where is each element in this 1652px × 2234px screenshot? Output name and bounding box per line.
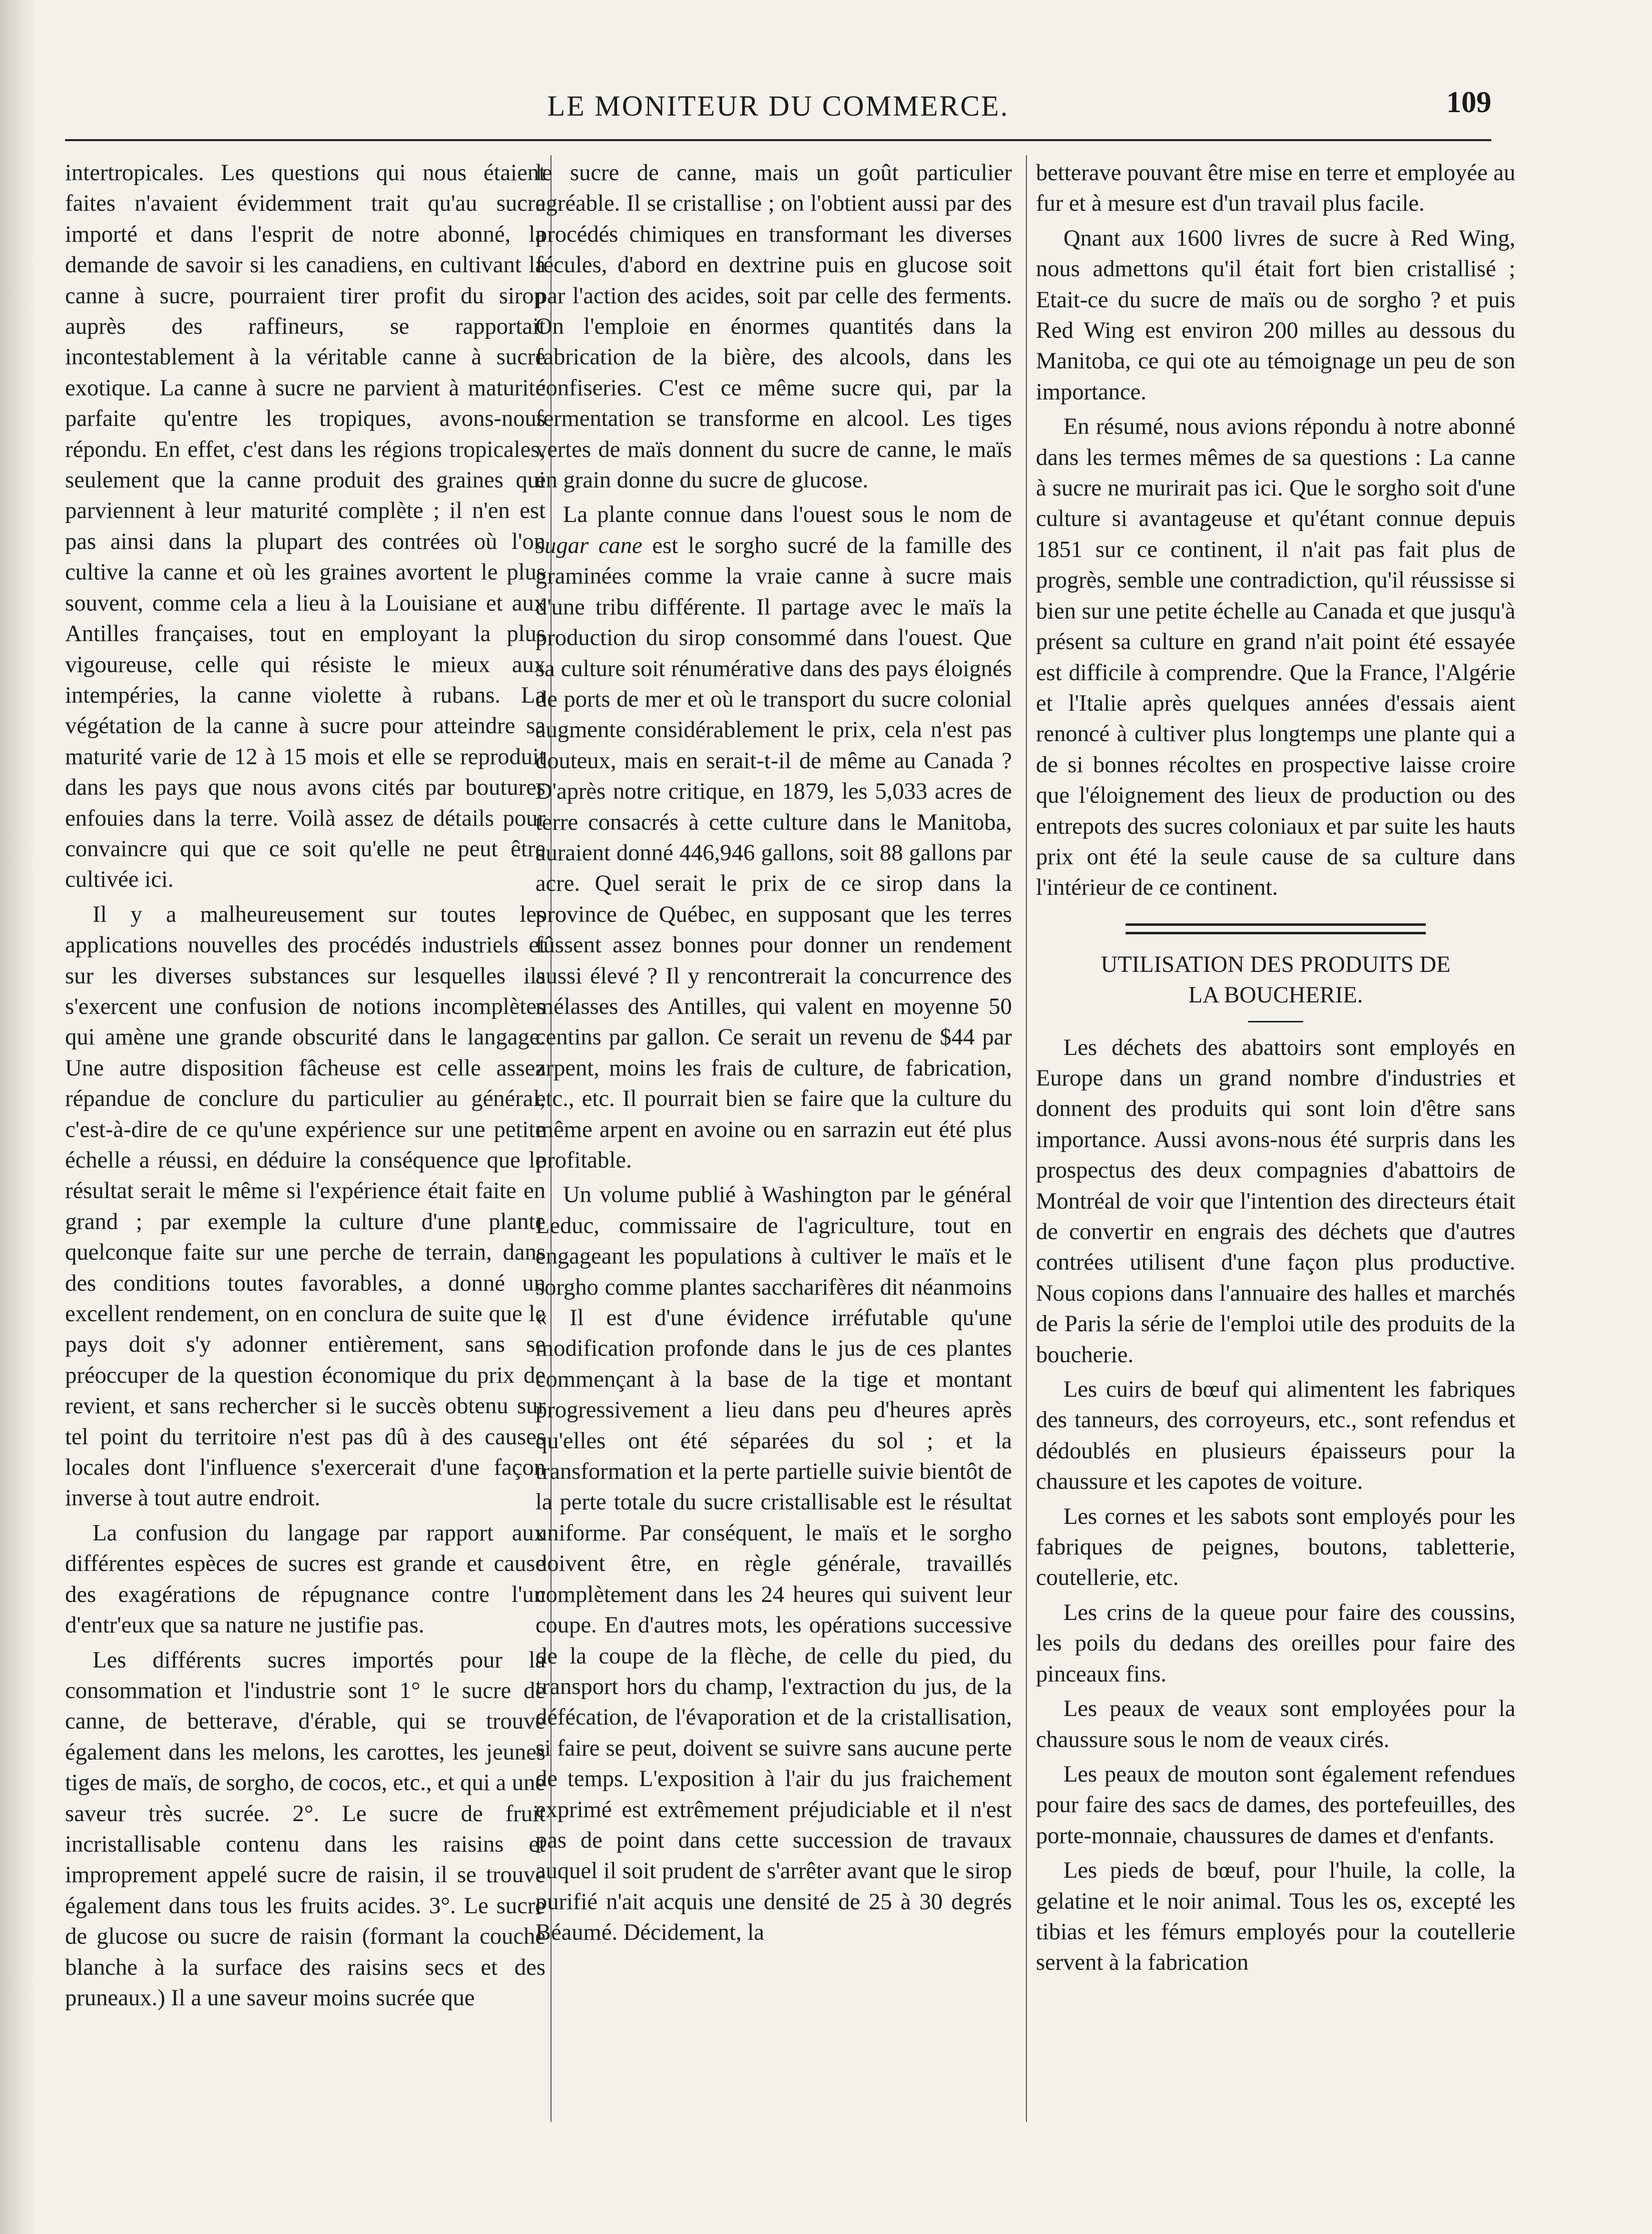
paragraph: Les différents sucres importés pour la consommation et l'industrie sont 1° le sucre de canne, de betterave, d'érable, qui se trouve également dans les melons, les carottes, les jeunes tiges de maïs, de sorgho, de cocos, etc., et qui a une saveur très sucrée. 2°. Le sucre de fruit incristallisable contenu dans les raisins et improprement appelé sucre de raisin, il se trouve également dans tous les fruits acides. 3°. Le sucre de glucose ou sucre de raisin (formant la couche blanche à la surface des raisins secs et des pruneaux.) Il a une saveur moins sucrée que xyxy=(65,1647,545,2011)
paragraph: Un volume publié à Washington par le général Leduc, commissaire de l'agriculture, tout en engageant les populations à cultiver le maïs et le sorgho comme plantes saccharifères dit néanmoins « Il est d'une évidence irréfutable qu'une modification profonde dans le jus de ces plantes commençant à la base de la tige et montant progressivement a lieu dans peu d'heures après qu'elles ont été séparées du sol ; et la transformation et la perte partielle suivie bientôt de la perte totale du sucre cristallisable est le résultat uniforme. Par conséquent, le maïs et le sorgho doivent être, en règle générale, travaillés complètement dans les 24 heures qui suivent leur coupe. En d'autres mots, les opérations successive de la coupe de la flèche, de celle du pied, du transport hors du champ, l'extraction du jus, de la défécation, de l'évaporation et de la cristallisation, si faire se peut, doivent se suivre sans aucune perte de temps. L'exposition à l'air du jus fraichement exprimé est extrêmement préjudiciable et il n'est pas de point dans cette succession de travaux auquel il soit prudent de s'arrêter avant que le sirop purifié n'ait acquis une densité de 25 à 30 degrés Béaumé. Décidement, la xyxy=(535,1182,1012,1946)
paragraph: betterave pouvant être mise en terre et employée au fur et à mesure est d'un travail plus facile. xyxy=(1036,160,1515,217)
paragraph: Qnant aux 1600 livres de sucre à Red Wing, nous admettons qu'il était fort bien cristallisé ; Etait-ce du sucre de maïs ou de sorgho ? et puis Red Wing est environ 200 milles au dessous du Manitoba, ce qui ote au témoignage un peu de son importance. xyxy=(1036,225,1515,405)
paragraph: Les pieds de bœuf, pour l'huile, la colle, la gelatine et le noir animal. Tous les os, excepté les tibias et les fémurs employés pour la coutellerie servent à la fabrication xyxy=(1036,1858,1515,1976)
section-title-line: LA BOUCHERIE. xyxy=(1188,982,1363,1008)
paragraph: La confusion du langage par rapport aux différentes espèces de sucres est grande et cause des exagérations de répugnance contre l'un d'entr'eux que sa nature ne justifie pas. xyxy=(65,1520,545,1638)
paragraph: Les crins de la queue pour faire des coussins, les poils du dedans des oreilles pour faire des pinceaux fins. xyxy=(1036,1599,1515,1687)
section-separator xyxy=(1126,923,1426,934)
page-number: 109 xyxy=(1446,86,1491,119)
column-1 xyxy=(65,158,545,2159)
column-2 xyxy=(535,158,1012,2159)
paragraph: intertropicales. Les questions qui nous étaient faites n'avaient évidemment trait qu'au sucre importé et dans l'esprit de notre abonné, la demande de savoir si les canadiens, en cultivant la canne à sucre, pourraient tirer profit du sirop auprès des raffineurs, se rapportait incontestablement à la véritable canne à sucre exotique. La canne à sucre ne parvient à maturité parfaite qu'entre les tropiques, avons-nous répondu. En effet, c'est dans les régions tropicales, seulement que la canne produit des graines qui parviennent à leur maturité complète ; il n'en est pas ainsi dans la plupart des contrées où l'on cultive la canne et où les graines avortent le plus souvent, comme cela a lieu à la Louisiane et aux Antilles françaises, tout en employant la plus vigoureuse, celle qui résiste le mieux aux intempéries, la canne violette à rubans. La végétation de la canne à sucre pour atteindre sa maturité varie de 12 à 15 mois et elle se reproduit dans les pays que nous avons cités par boutures enfouies dans la terre. Voilà assez de détails pour convaincre qui que ce soit qu'elle ne peut être cultivée ici. xyxy=(65,160,545,893)
italic-term: sugar cane xyxy=(535,532,643,558)
text-run: est le sorgho sucré de la famille des graminées comme la vraie canne à sucre mais d'une tribu différente. Il partage avec le maïs la production du sirop consommé dans l'ouest. Que sa culture soit rénumérative dans des pays éloignés de ports de mer et où le transport du sucre colonial augmente considérablement le prix, cela n'est pas douteux, mais en serait-t-il de même au Canada ? D'après notre critique, en 1879, les 5,033 acres de terre consacrés à cette culture dans le Manitoba, auraient donné 446,946 gallons, soit 88 gallons par acre. Quel serait le prix de ce sirop dans la province de Québec, en supposant que les terres fûssent assez bonnes pour donner un rendement aussi élevé ? Il y rencontrerait la concurrence des mélasses des Antilles, qui valent en moyenne 50 centins par gallon. Ce serait un revenu de $44 par arpent, moins les frais de culture, de fabrication, etc., etc. Il pourrait bien se faire que la culture du même arpent en avoine ou en sarrazin eut été plus profitable. xyxy=(535,532,1012,1173)
section-title-line: UTILISATION DES PRODUITS DE xyxy=(1100,951,1451,977)
paragraph: En résumé, nous avions répondu à notre abonné dans les termes mêmes de sa questions : La canne à sucre ne murirait pas ici. Que le sorgho soit d'une culture si avantageuse et qu'étant connue depuis 1851 sur ce continent, il n'ait pas fait plus de progrès, semble une contradiction, qu'il réussisse si bien sur une petite échelle au Canada et que jusqu'à présent sa culture en grand n'ait point été essayée est difficile à comprendre. Que la France, l'Algérie et l'Italie après quelques années d'essais aient renoncé à cultiver plus longtemps une plante qui a de si bonnes récoltes en prospective laisse croire que l'éloignement des lieux de production ou des entrepots des sucres coloniaux et par suite les hauts prix ont été la seule cause de sa culture dans l'intérieur de ce continent. xyxy=(1036,414,1515,901)
paragraph: Les cuirs de bœuf qui alimentent les fabriques des tanneurs, des corroyeurs, etc., sont refendus et dédoublés en plusieurs épaisseurs pour la chaussure et les capotes de voiture. xyxy=(1036,1377,1515,1495)
paragraph: Il y a malheureusement sur toutes les applications nouvelles des procédés industriels et sur les diverses substances sur lesquelles ils s'exercent une confusion de notions incomplètes qui amène une grande obscurité dans le langage. Une autre disposition fâcheuse est celle assez répandue de conclure du particulier au général, c'est-à-dire de ce qu'une expérience sur une petite échelle a réussi, en déduire la conséquence que le résultat serait le même si l'expérience était faite en grand ; par exemple la culture d'une plante quelconque faite sur une perche de terrain, dans des conditions toutes favorables, a donné un excellent rendement, on en conclura de suite que le pays doit s'y adonner entièrement, sans se préoccuper de la question économique du prix de revient, et sans rechercher si le succès obtenu sur tel point du territoire n'est pas dû à des causes locales dont l'influence s'exercerait d'une façon inverse à tout autre endroit. xyxy=(65,901,545,1511)
title-underline xyxy=(1248,1021,1303,1022)
paragraph: Les cornes et les sabots sont employés pour les fabriques de peignes, boutons, tabletterie, coutellerie, etc. xyxy=(1036,1503,1515,1591)
paragraph: Les déchets des abattoirs sont employés en Europe dans un grand nombre d'industries et donnent des produits qui sont loin d'être sans importance. Aussi avons-nous été surpris dans les prospectus des deux compagnies d'abattoirs de Montréal de voir que l'intention des directeurs était de convertir en engrais des déchets que d'autres contrées utilisent d'une façon plus productive. Nous copions dans l'annuaire des halles et marchés de Paris la série de l'emploi utile des produits de la boucherie. xyxy=(1036,1034,1515,1368)
text-run: La plante connue dans l'ouest sous le nom de xyxy=(563,502,1012,528)
column-3 xyxy=(1036,158,1515,2159)
header-rule xyxy=(65,139,1491,141)
paragraph: Les peaux de mouton sont également refendues pour faire des sacs de dames, des portefeuilles, des porte-monnaie, chaussures de dames et d'enfants. xyxy=(1036,1761,1515,1849)
section-title xyxy=(1036,949,1515,1011)
binding-shadow xyxy=(0,0,35,2234)
running-title: LE MONITEUR DU COMMERCE. xyxy=(547,90,1009,122)
paragraph: Les peaux de veaux sont employées pour la chaussure sous le nom de veaux cirés. xyxy=(1036,1696,1515,1753)
page-header xyxy=(65,80,1491,135)
paragraph xyxy=(535,499,1012,1176)
column-divider-2 xyxy=(1026,155,1027,2122)
paragraph: le sucre de canne, mais un goût particulier agréable. Il se cristallise ; on l'obtient aussi par des procédés chimiques en transformant les diverses fécules, d'abord en dextrine puis en glucose soit par l'action des acides, soit par celle des ferments. On l'emploie en énormes quantités dans la fabrication de la bière, des alcools, dans les confiseries. C'est ce même sucre qui, par la fermentation se transforme en alcool. Les tiges vertes de maïs donnent du sucre de canne, le maïs en grain donne du sucre de glucose. xyxy=(535,160,1012,493)
